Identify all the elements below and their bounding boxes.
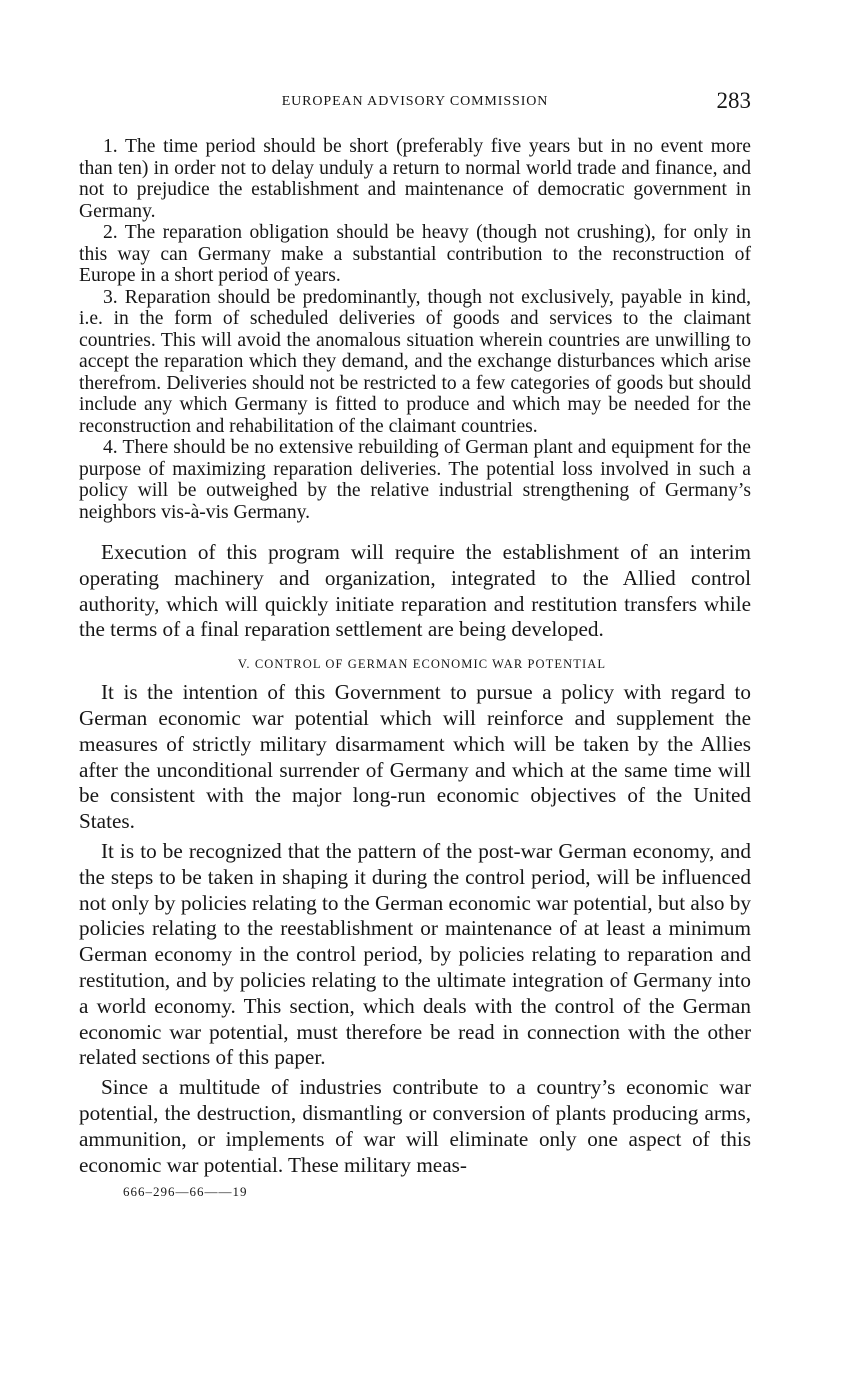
body-paragraph-1: It is the intention of this Government to pursue a policy with regard to German economic war potential which will reinforce and supplement the measures of strictly military disarmament which will be taken by the Allies after the unconditional surrender of Germany and which at the same time will be consistent with the major long-run economic objectives of the United States.	[79, 680, 751, 834]
reparation-principles-list	[79, 136, 751, 523]
running-header	[79, 88, 751, 128]
printer-code: 666–296—66——19	[123, 1184, 248, 1200]
numbered-point-2: 2. The reparation obligation should be heavy (though not crushing), for only in this way can Germany make a substantial contribution to the reconstruction of Europe in a short period of years.	[79, 222, 751, 286]
numbered-point-1: 1. The time period should be short (preferably five years but in no event more than ten) in order not to delay unduly a return to normal world trade and finance, and not to prejudice the establishment and maintenance of democratic government in Germany.	[79, 136, 751, 222]
execution-section	[79, 540, 751, 643]
section-body	[79, 680, 751, 1178]
page-number: 283	[716, 88, 751, 113]
numbered-point-4: 4. There should be no extensive rebuilding of German plant and equipment for the purpose of maximizing reparation deliveries. The potential loss involved in such a policy will be outweighed by the relative industrial strengthening of Germany’s neighbors vis-à-vis Germany.	[79, 437, 751, 523]
body-paragraph-2: It is to be recognized that the pattern of the post-war German economy, and the steps to be taken in shaping it during the control period, will be influenced not only by policies relating to the German economic war potential, but also by policies relating to the reestablishment or maintenance of at least a minimum German economy in the control period, by policies relating to reparation and restitution, and by policies relating to the ultimate integration of Germany into a world economy. This section, which deals with the control of the German economic war potential, must therefore be read in connection with the other related sections of this paper.	[79, 838, 751, 1070]
document-page	[79, 88, 751, 1200]
numbered-point-3: 3. Reparation should be predominantly, though not exclusively, payable in kind, i.e. in the form of scheduled deliveries of goods and services to the claimant countries. This will avoid the anomalous situation wherein countries are unwilling to accept the reparation which they demand, and the exchange disturbances which arise therefrom. Deliveries should not be restricted to a few categories of goods but should include any which Germany is fitted to produce and which may be needed for the reconstruction and rehabilitation of the claimant countries.	[79, 286, 751, 437]
body-paragraph-3: Since a multitude of industries contribute to a country’s economic war potential, the destruction, dismantling or conversion of plants producing arms, ammunition, or implements of war will eliminate only one aspect of this economic war potential. These military meas-	[79, 1075, 751, 1177]
running-title: EUROPEAN ADVISORY COMMISSION	[281, 94, 549, 109]
execution-paragraph: Execution of this program will require the establishment of an interim operating machinery and organization, integrated to the Allied control authority, which will quickly initiate reparation and restitution transfers while the terms of a final reparation settlement are being developed.	[79, 540, 751, 642]
section-heading: V. CONTROL OF GERMAN ECONOMIC WAR POTENTIAL	[237, 657, 607, 672]
